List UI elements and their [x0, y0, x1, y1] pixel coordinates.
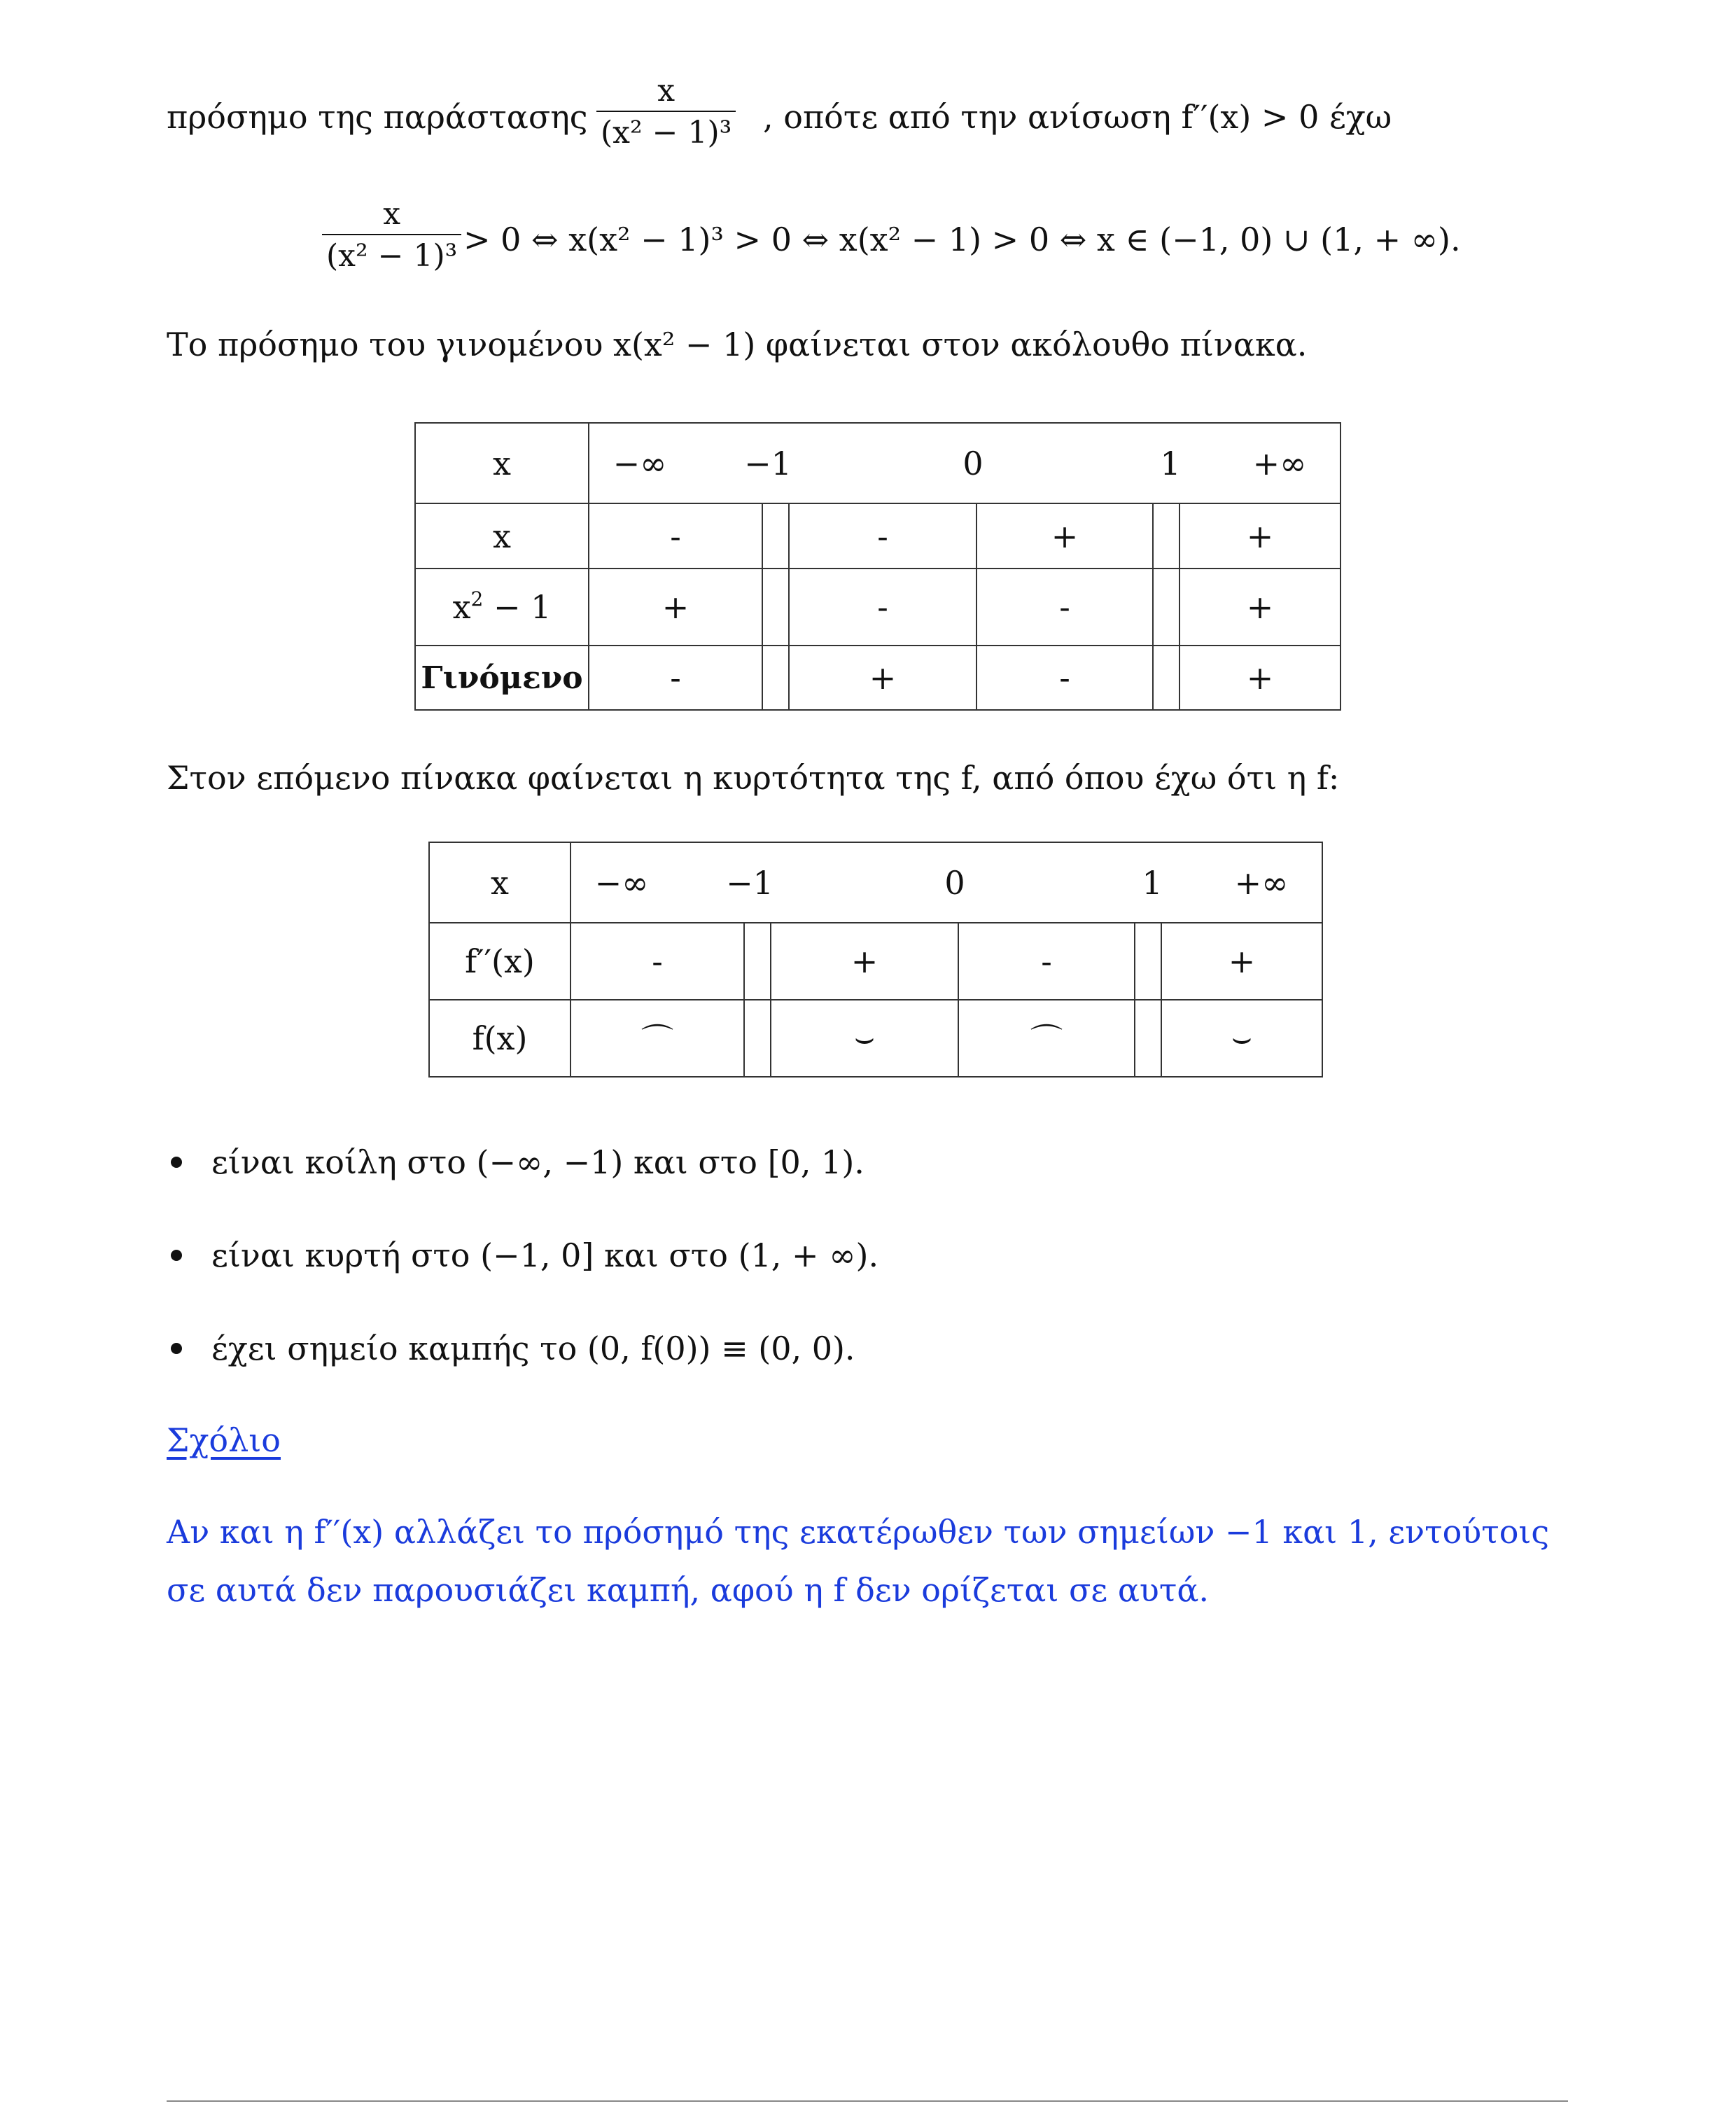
- concave-arrow-icon: ⌒: [570, 1000, 744, 1077]
- table2-point: +∞: [1234, 863, 1289, 902]
- line1-prefix: πρόσημο της παράστασης: [167, 98, 588, 136]
- table2-cell: +: [1161, 923, 1322, 1000]
- table-row: [429, 1000, 1322, 1077]
- table2-header-points: [570, 842, 1322, 923]
- table1-row-label: Γινόμενο: [415, 646, 589, 710]
- table1-cell: -: [789, 503, 976, 569]
- table1-point: +∞: [1252, 444, 1307, 482]
- table-row: [415, 503, 1340, 569]
- table1-intro: Το πρόσημο του γινομένου x(x² − 1) φαίνεται στον ακόλουθο πίνακα.: [167, 326, 1308, 363]
- table2-row-label: f′′(x): [429, 923, 570, 1000]
- table1-cell: -: [976, 569, 1153, 646]
- table1-cell: +: [1180, 569, 1340, 646]
- table2-header-label: x: [429, 842, 570, 923]
- table2-cell: -: [570, 923, 744, 1000]
- table1-row-label: $x^2 - 1$: [415, 569, 589, 646]
- table1-cell: -: [589, 646, 762, 710]
- line1-suffix: , οπότε από την ανίσωση f′′(x) > 0 έχω: [763, 98, 1392, 136]
- table1-point: −1: [744, 444, 792, 482]
- table2-point: 1: [1142, 863, 1163, 902]
- table-row: [415, 569, 1340, 646]
- table1-row-label: x: [415, 503, 589, 569]
- table1-point: 0: [962, 444, 983, 482]
- table2-row-label: f(x): [429, 1000, 570, 1077]
- line2-fraction-denominator: (x² − 1)³: [326, 238, 458, 274]
- footer-divider: [167, 2100, 1568, 2102]
- convex-arrow-icon: ⌣: [771, 1000, 958, 1077]
- bullet-icon: [171, 1157, 182, 1168]
- line2-equivalence-chain: > 0 ⇔ x(x² − 1)³ > 0 ⇔ x(x² − 1) > 0 ⇔ x ∈ (−1, 0) ∪ (1, + ∞).: [463, 221, 1461, 258]
- line2-fraction: [322, 195, 461, 277]
- table1-point: −∞: [612, 444, 667, 482]
- convexity-table: [428, 842, 1323, 1078]
- bullet-item: είναι κυρτή στο (−1, 0] και στο (1, + ∞).: [211, 1236, 879, 1274]
- table2-intro: Στον επόμενο πίνακα φαίνεται η κυρτότητα της f, από όπου έχω ότι η f:: [167, 759, 1340, 797]
- table1-header-label: x: [415, 423, 589, 503]
- table2-point: −1: [726, 863, 774, 902]
- table2-cell: +: [771, 923, 958, 1000]
- sign-table-product: [414, 422, 1341, 711]
- convex-arrow-icon: ⌣: [1161, 1000, 1322, 1077]
- table-row: [415, 646, 1340, 710]
- line1-fraction: [596, 71, 736, 154]
- table1-cell: -: [976, 646, 1153, 710]
- line2-fraction-numerator: x: [383, 196, 401, 232]
- bullet-item: είναι κοίλη στο (−∞, −1) και στο [0, 1).: [211, 1143, 864, 1181]
- table1-cell: +: [1180, 646, 1340, 710]
- concave-arrow-icon: ⌒: [958, 1000, 1135, 1077]
- comment-line-2: σε αυτά δεν παρουσιάζει καμπή, αφού η f δεν ορίζεται σε αυτά.: [167, 1571, 1210, 1609]
- line1-fraction-denominator: (x² − 1)³: [601, 115, 732, 151]
- table1-cell: +: [789, 646, 976, 710]
- table1-cell: -: [589, 503, 762, 569]
- bullet-icon: [171, 1250, 182, 1261]
- table1-cell: -: [789, 569, 976, 646]
- table1-point: 1: [1160, 444, 1181, 482]
- table2-point: 0: [944, 863, 965, 902]
- table1-cell: +: [1180, 503, 1340, 569]
- comment-title: Σχόλιο: [167, 1421, 281, 1459]
- table-row: [429, 923, 1322, 1000]
- table1-cell: +: [976, 503, 1153, 569]
- table2-cell: -: [958, 923, 1135, 1000]
- comment-line-1: Αν και η f′′(x) αλλάζει το πρόσημό της εκατέρωθεν των σημείων −1 και 1, εντούτοις: [167, 1513, 1550, 1551]
- bullet-icon: [171, 1343, 182, 1354]
- line1-fraction-numerator: x: [657, 73, 676, 109]
- bullet-item: έχει σημείο καμπής το (0, f(0)) ≡ (0, 0).: [211, 1330, 855, 1367]
- table2-point: −∞: [594, 863, 649, 902]
- table1-header-points: [589, 423, 1340, 503]
- table1-cell: +: [589, 569, 762, 646]
